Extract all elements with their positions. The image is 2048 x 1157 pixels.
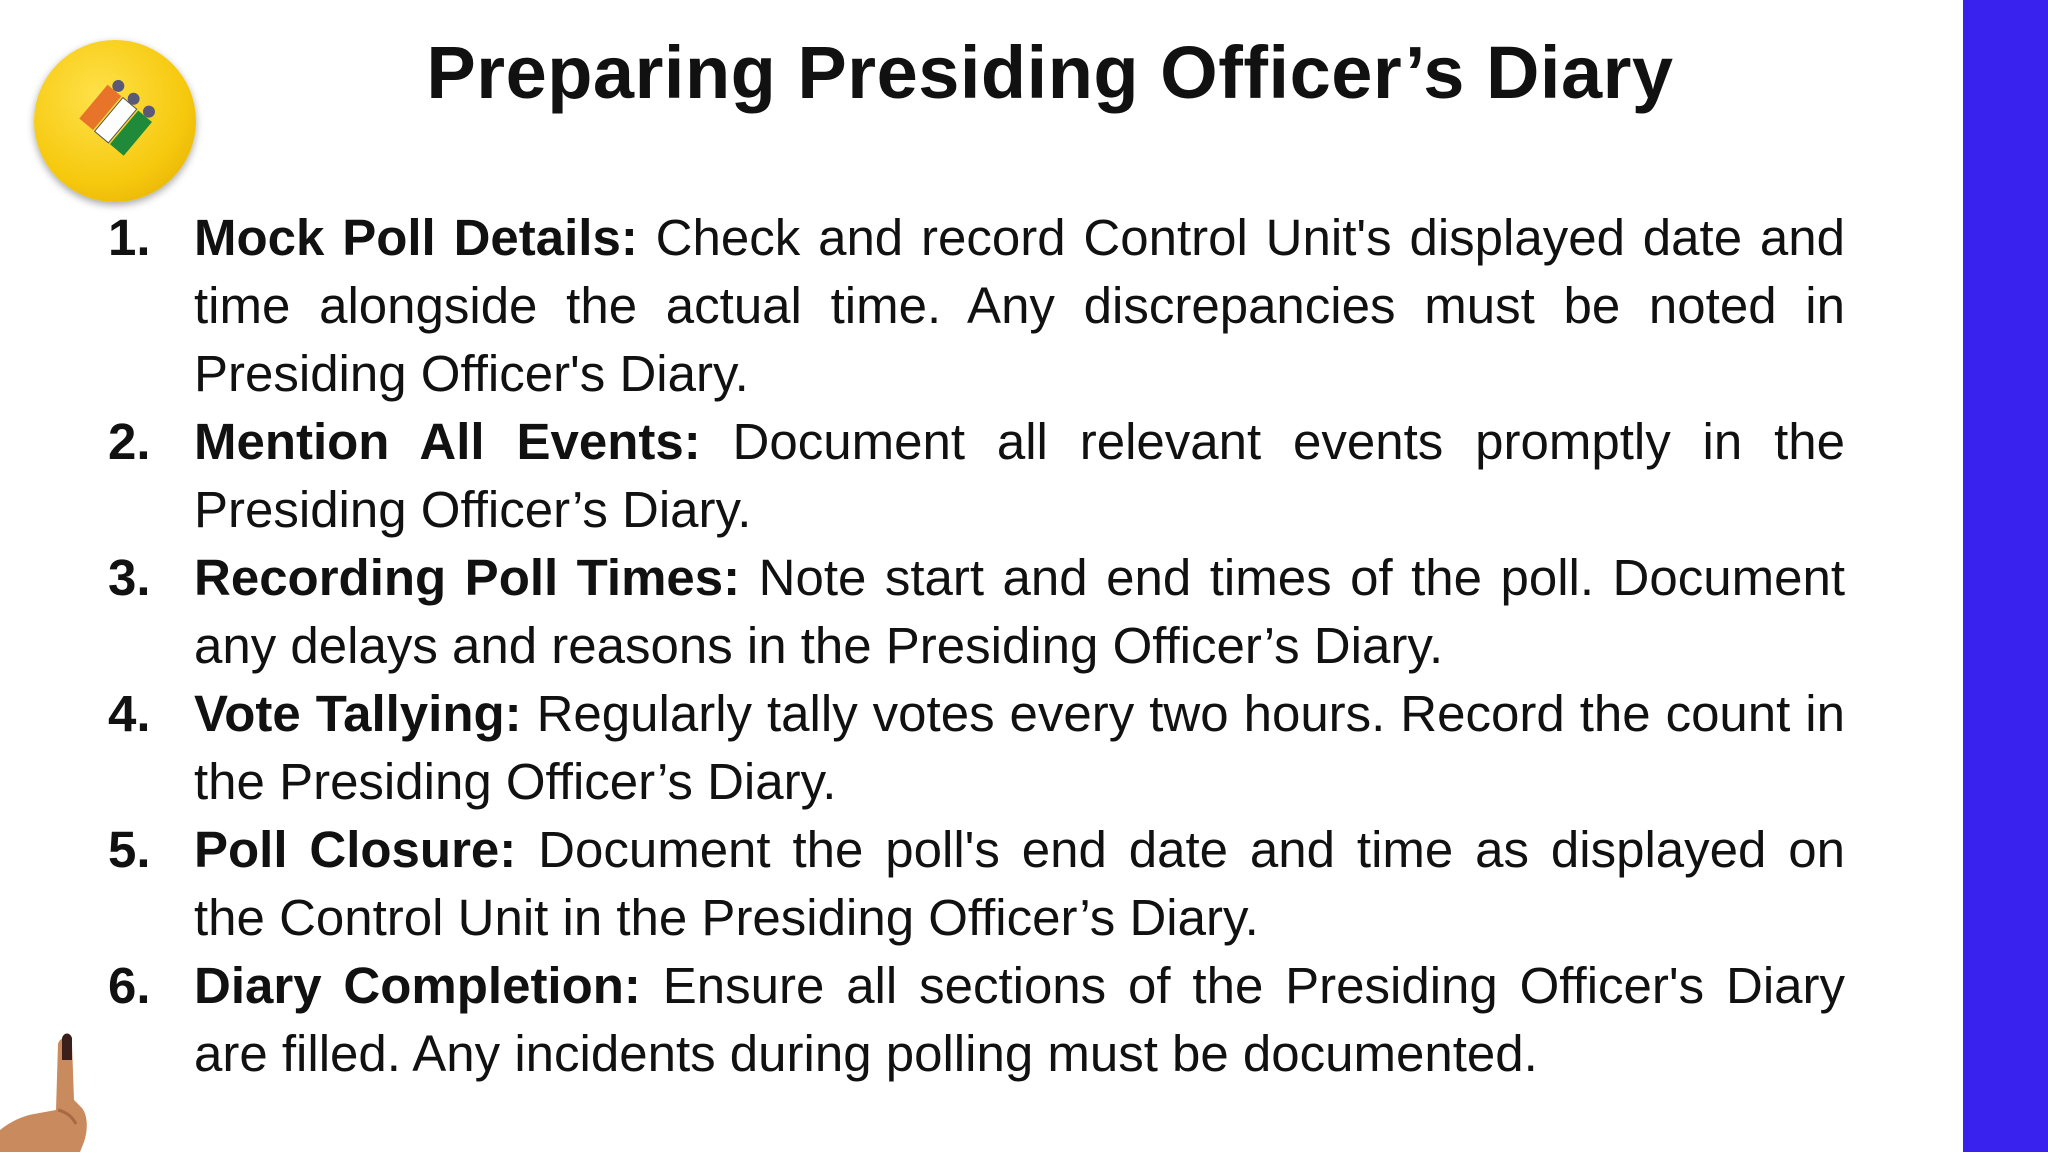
right-accent-band: [1963, 0, 2048, 1152]
item-text: Ensure all sections of the Presiding Officer's Diary are filled. Any incidents during polling must be documented.: [194, 957, 1845, 1082]
item-number: 3.: [108, 549, 151, 606]
list-item: [108, 408, 1845, 544]
item-heading: Mock Poll Details:: [194, 209, 638, 266]
item-body: [194, 680, 1845, 816]
item-number: 4.: [108, 685, 151, 742]
item-heading: Recording Poll Times:: [194, 549, 741, 606]
item-text: Regularly tally votes every two hours. Record the count in the Presiding Officer’s Diary.: [194, 685, 1846, 810]
item-heading: Vote Tallying:: [194, 685, 522, 742]
item-body: [194, 408, 1845, 544]
item-body: [194, 816, 1845, 952]
item-text: Check and record Control Unit's displayed date and time alongside the actual time. Any discrepancies must be noted in Presiding Officer's Diary.: [194, 209, 1846, 402]
inked-finger-icon: [0, 1030, 90, 1152]
list-item: [108, 680, 1845, 816]
list-item: [108, 816, 1845, 952]
list-item: [108, 544, 1845, 680]
slide-title: Preparing Presiding Officer’s Diary: [426, 31, 1674, 114]
item-body: [194, 952, 1845, 1088]
item-text: Document all relevant events promptly in the Presiding Officer’s Diary.: [194, 413, 1845, 538]
item-body: [194, 204, 1845, 408]
diary-steps-list: [108, 204, 1845, 1088]
item-heading: Diary Completion:: [194, 957, 641, 1014]
item-number: 1.: [108, 209, 151, 266]
item-text: Document the poll's end date and time as displayed on the Control Unit in the Presiding Officer’s Diary.: [194, 821, 1845, 946]
item-number: 6.: [108, 957, 151, 1014]
item-number: 5.: [108, 821, 151, 878]
item-body: [194, 544, 1845, 680]
item-heading: Poll Closure:: [194, 821, 517, 878]
item-number: 2.: [108, 413, 151, 470]
item-heading: Mention All Events:: [194, 413, 701, 470]
item-text: Note start and end times of the poll. Document any delays and reasons in the Presiding Officer’s Diary.: [194, 549, 1845, 674]
list-item: [108, 204, 1845, 408]
list-item: [108, 952, 1845, 1088]
